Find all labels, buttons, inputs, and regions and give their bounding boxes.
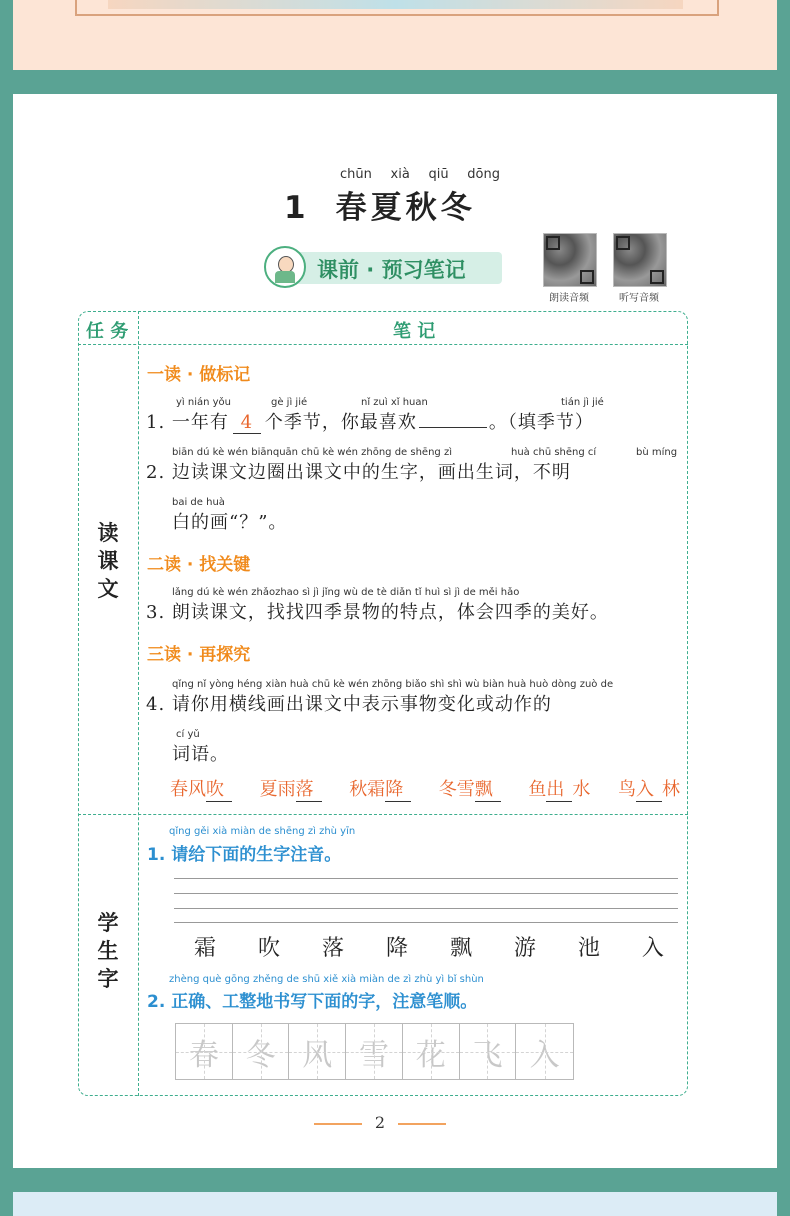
pinyin: xià (390, 167, 410, 182)
grid-cell[interactable]: 冬 (233, 1024, 290, 1079)
character: 霜 (194, 936, 217, 961)
pinyin: dōng (467, 167, 500, 182)
pinyin: qǐng nǐ yòng héng xiàn huà chū kè wén zhōng biǎo shì shì wù biàn huà huò dòng zuò de (172, 679, 614, 690)
answer-blank[interactable]: 4 (233, 412, 261, 434)
table-divider (78, 344, 688, 345)
lesson-title (284, 182, 476, 227)
pinyin: qiū (428, 167, 449, 182)
question-1 (146, 408, 594, 434)
lesson-title-text: 春夏秋冬 (335, 190, 476, 226)
word-part: 鱼 (528, 779, 547, 800)
pinyin: cí yǔ (176, 729, 200, 740)
pinyin-writing-line[interactable] (174, 878, 678, 879)
character: 池 (577, 936, 600, 961)
pinyin: zhèng què gōng zhěng de shū xiě xià miàn de zì zhù yì bǐ shùn (169, 974, 484, 985)
pinyin: gè jì jié (271, 397, 308, 408)
student-avatar-icon (264, 246, 306, 288)
grid-cell[interactable]: 飞 (460, 1024, 517, 1079)
underlined-word: 吹 (206, 775, 232, 802)
word-part: 春风 (170, 779, 206, 800)
word-item (618, 775, 680, 802)
word-item (170, 775, 232, 802)
character: 入 (641, 936, 664, 961)
writing-grid[interactable] (175, 1023, 574, 1080)
page-number: 2 (374, 1113, 386, 1132)
underlined-word: 飘 (475, 775, 501, 802)
read3-title: 三读 · 再探究 (147, 645, 251, 665)
header-task: 任 务 (86, 321, 129, 342)
pinyin: yì nián yǒu (176, 397, 232, 408)
word-item (260, 775, 322, 802)
pinyin: biān dú kè wén biānquān chū kè wén zhōng de shēng zì (172, 447, 452, 458)
pinyin-writing-line[interactable] (174, 908, 678, 909)
section-read-text: 读课文 (97, 521, 119, 601)
question-4-line-2: 词语。 (172, 744, 229, 765)
preview-notes-banner (264, 246, 504, 288)
avatar-body (275, 271, 295, 283)
footer-dash (398, 1123, 446, 1125)
header-notes: 笔 记 (393, 321, 436, 342)
next-page-strip (13, 1192, 777, 1216)
read2-title: 二读 · 找关键 (147, 555, 251, 575)
underlined-word: 降 (385, 775, 411, 802)
pinyin: huà chū shēng cí (511, 447, 597, 458)
season-blank[interactable] (419, 427, 487, 428)
qr-code-dictation-audio[interactable] (613, 233, 667, 287)
q1-text-c: 。（填季节） (488, 412, 594, 433)
grid-cell[interactable]: 花 (403, 1024, 460, 1079)
word-part: 秋霜 (349, 779, 386, 800)
banner-illustration (108, 0, 683, 9)
underlined-word: 落 (296, 775, 322, 802)
pinyin: bai de huà (172, 497, 225, 508)
underlined-word: 入 (636, 775, 662, 802)
q1-text-a: 1. 一年有 (146, 412, 229, 433)
pinyin: chūn (340, 167, 372, 182)
word-part: 鸟 (617, 779, 636, 800)
footer-dash (314, 1123, 362, 1125)
pinyin: qǐng gěi xià miàn de shēng zì zhù yīn (169, 826, 356, 837)
word-part: 水 (572, 779, 591, 800)
character: 游 (513, 936, 536, 961)
grid-cell[interactable]: 雪 (346, 1024, 403, 1079)
lesson-number: 1 (284, 190, 310, 226)
word-part: 夏雨 (259, 779, 296, 800)
table-divider (138, 311, 139, 1096)
new-characters (194, 931, 664, 962)
pinyin: bù míng (636, 447, 678, 458)
character: 飘 (449, 936, 472, 961)
qr-label: 听写音频 (619, 293, 659, 304)
word-item (439, 775, 501, 802)
question-4-line-1: 4. 请你用横线画出课文中表示事物变化或动作的 (146, 694, 552, 715)
q1-text-b: 个季节，你最喜欢 (264, 412, 417, 433)
question-3: 3. 朗读课文，找找四季景物的特点，体会四季的美好。 (146, 602, 609, 623)
pinyin-writing-line[interactable] (174, 922, 678, 923)
character: 落 (321, 936, 344, 961)
pinyin: tián jì jié (561, 397, 604, 408)
word-item (528, 775, 590, 802)
character: 吹 (257, 936, 280, 961)
learn-question-1: 1. 请给下面的生字注音。 (147, 845, 342, 865)
table-divider (78, 814, 688, 815)
section-learn-chars: 学生字 (97, 911, 119, 991)
answer-words (170, 775, 680, 802)
word-part: 林 (661, 779, 680, 800)
character: 降 (385, 936, 408, 961)
page-footer (310, 1113, 450, 1132)
pinyin-writing-line[interactable] (174, 893, 678, 894)
top-banner (13, 0, 777, 70)
underlined-word: 出 (546, 775, 572, 802)
pinyin: lǎng dú kè wén zhǎozhao sì jì jǐng wù de tè diǎn tǐ huì sì jì de měi hǎo (172, 587, 520, 598)
qr-label: 朗读音频 (549, 293, 589, 304)
grid-cell[interactable]: 春 (176, 1024, 233, 1079)
word-item (349, 775, 411, 802)
banner-label: 课前 · 预习笔记 (317, 258, 466, 282)
grid-cell[interactable]: 风 (289, 1024, 346, 1079)
learn-question-2: 2. 正确、工整地书写下面的字，注意笔顺。 (147, 992, 478, 1012)
read1-title: 一读 · 做标记 (147, 365, 251, 385)
grid-cell[interactable]: 入 (516, 1024, 573, 1079)
word-part: 冬雪 (438, 779, 475, 800)
qr-code-reading-audio[interactable] (543, 233, 597, 287)
title-pinyin (340, 167, 500, 182)
pinyin: nǐ zuì xǐ huan (361, 397, 428, 408)
question-2-line-2: 白的画“？”。 (172, 512, 288, 533)
question-2-line-1: 2. 边读课文边圈出课文中的生字，画出生词，不明 (146, 462, 571, 483)
